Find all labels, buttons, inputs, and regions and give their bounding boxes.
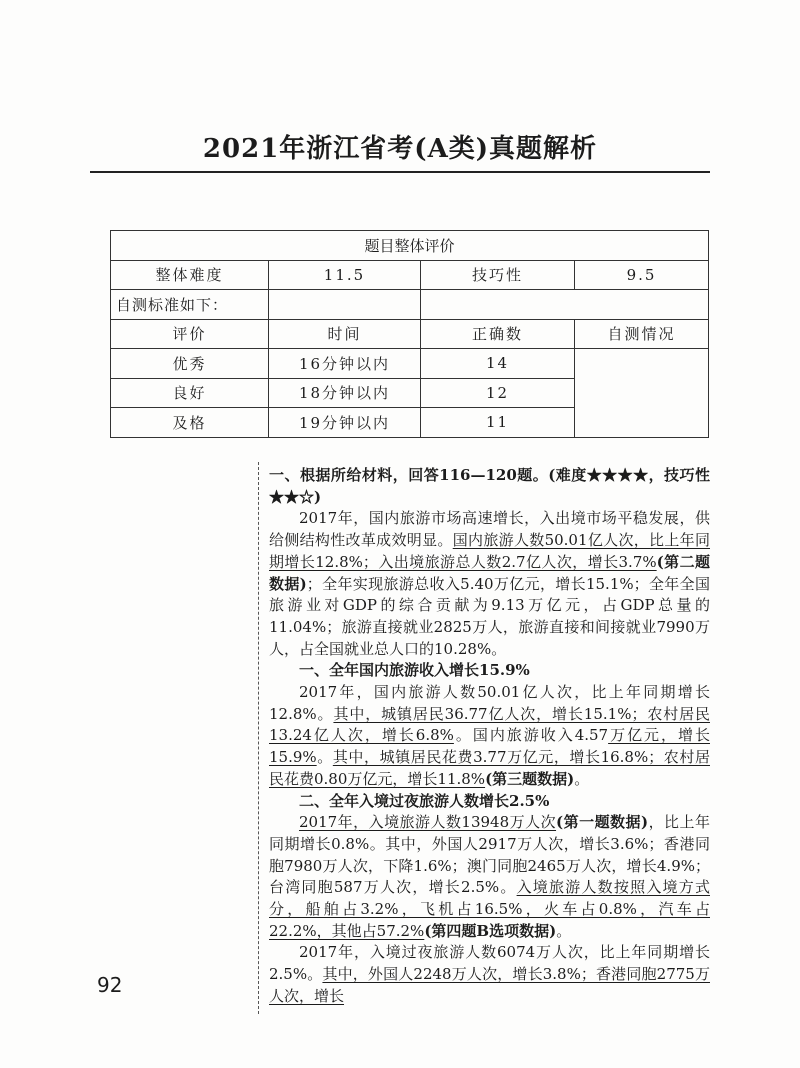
empty-cell — [421, 290, 709, 320]
subsection-heading: 二、全年入境过夜旅游人数增长2.5% — [299, 791, 550, 810]
table-title: 题目整体评价 — [111, 231, 709, 261]
underlined-text: 其中，城镇居民36.77亿人次，增长15.1%；农村居民13.24亿人次，增长6.8% — [269, 704, 710, 745]
difficulty-value: 11.5 — [269, 260, 421, 290]
skill-value: 9.5 — [575, 260, 709, 290]
column-header-grade: 评价 — [111, 319, 269, 349]
correct-cell: 12 — [421, 378, 575, 408]
question-data-note: (第一题数据) — [556, 813, 649, 832]
table-row — [111, 349, 709, 379]
time-cell: 19分钟以内 — [269, 408, 421, 438]
text-run: 。 — [556, 921, 572, 940]
page-number: 92 — [97, 973, 123, 997]
text-run: 。国内旅游收入4.57 — [453, 726, 609, 745]
column-header-time: 时间 — [269, 319, 421, 349]
text-run: 2017年，国内旅游市场高速增长，入出境市场平稳发展，供给侧结构性改革成效明显。 — [269, 509, 710, 550]
text-run: 2017年，入境过夜旅游人数6074万人次，比上年同期增长2.5%。 — [269, 943, 710, 984]
evaluation-table — [110, 230, 709, 438]
table-header-row — [111, 319, 709, 349]
difficulty-label: 整体难度 — [111, 260, 269, 290]
correct-cell: 14 — [421, 349, 575, 379]
question-data-note: (第三题数据) — [485, 769, 575, 788]
time-cell: 18分钟以内 — [269, 378, 421, 408]
empty-cell — [269, 290, 421, 320]
text-run: 。 — [316, 748, 333, 767]
page-title: 2021年浙江省考(A类)真题解析 — [202, 134, 598, 164]
text-run: 。 — [574, 769, 590, 788]
underlined-text: 万亿元，增长15.9% — [269, 726, 710, 767]
table-row — [111, 290, 709, 320]
article-body — [258, 462, 710, 1014]
grade-cell: 及格 — [111, 408, 269, 438]
column-header-self-test: 自测情况 — [575, 319, 709, 349]
standard-label: 自测标准如下： — [111, 290, 269, 320]
paragraph — [269, 682, 710, 791]
underlined-text: 入境旅游人数按照入境方式分，船舶占3.2%，飞机占16.5%，火车占0.8%，汽车占22.2%，其他占57.2% — [269, 878, 710, 940]
subsection-heading: 一、全年国内旅游收入增长15.9% — [299, 661, 530, 680]
underlined-text: 国内旅游人数50.01亿人次，比上年同期增长12.8%；入出境旅游总人数2.7亿人次，增长3.7% — [269, 531, 710, 571]
paragraph — [269, 812, 710, 942]
question-data-note: (第四题B选项数据) — [424, 921, 557, 940]
correct-cell: 11 — [421, 408, 575, 438]
underlined-text: 其中，外国人2248万人次，增长3.8%；香港同胞2775万人次，增长 — [269, 965, 710, 1005]
text-run: 2017年，国内旅游人数50.01亿人次，比上年同期增长12.8%。 — [269, 683, 710, 723]
underlined-text: 2017年，入境旅游人数13948万人次 — [299, 813, 557, 832]
table-row — [111, 231, 709, 261]
title-rule — [90, 171, 710, 173]
column-header-correct: 正确数 — [421, 319, 575, 349]
underlined-text: 其中，城镇居民花费3.77万亿元，增长16.8%；农村居民花费0.80万亿元，增长11.8% — [269, 748, 710, 788]
text-run: ，比上年同期增长0.8%。其中，外国人2917万人次，增长3.6%；香港同胞7980万人次，下降1.6%；澳门同胞2465万人次，增长4.9%；台湾同胞587万人次，增长2.5%。 — [269, 813, 710, 897]
table-row — [111, 260, 709, 290]
section-heading: 一、根据所给材料，回答116—120题。(难度★★★★，技巧性★★☆) — [269, 466, 710, 506]
grade-cell: 良好 — [111, 378, 269, 408]
grade-cell: 优秀 — [111, 349, 269, 379]
question-data-note: (第二题数据) — [269, 552, 710, 593]
time-cell: 16分钟以内 — [269, 349, 421, 379]
text-run: ；全年实现旅游总收入5.40万亿元，增长15.1%；全年全国旅游业对GDP的综合贡献为9.13万亿元，占GDP总量的11.04%；旅游直接就业2825万人，旅游直接和间接就业7990万人，占全国就业总人口的10.28%。 — [269, 574, 710, 658]
self-test-result-cell — [575, 349, 709, 438]
skill-label: 技巧性 — [421, 260, 575, 290]
paragraph — [269, 942, 710, 1007]
paragraph — [269, 508, 710, 660]
